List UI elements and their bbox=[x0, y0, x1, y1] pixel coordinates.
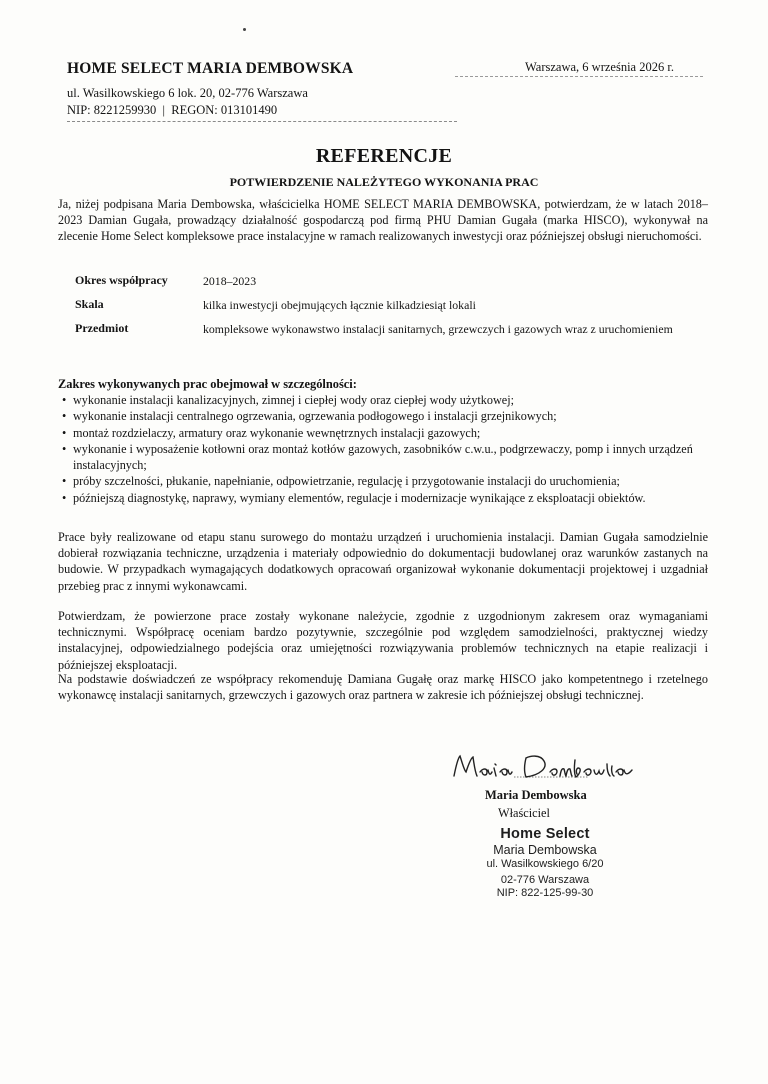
document-subtitle: POTWIERDZENIE NALEŻYTEGO WYKONANIA PRAC bbox=[229, 175, 539, 189]
recommendation-paragraph: Na podstawie doświadczeń ze współpracy rekomenduję Damiana Gugałę oraz markę HISCO jako kompetentnego i rzetelnego wykonawcę instalacji sanitarnych, grzewczych i gazowych oraz partnera w zakresie ich późniejszej obsługi technicznej. bbox=[58, 672, 708, 703]
detail-value-subject: kompleksowe wykonawstwo instalacji sanitarnych, grzewczych i gazowych wraz z uruchomieniem bbox=[203, 322, 673, 336]
stamp-nip: NIP: 822-125-99-30 bbox=[496, 887, 594, 899]
scope-item: • późniejszą diagnostykę, naprawy, wymiany elementów, regulacje i modernizacje wynikające z eksploatacji obiektów. bbox=[58, 490, 708, 506]
scan-speck bbox=[243, 28, 246, 31]
scope-item: • próby szczelności, płukanie, napełnianie, odpowietrzanie, regulację i przygotowanie instalacji do uruchomienia; bbox=[58, 473, 708, 489]
detail-value-scale: kilka inwestycji obejmujących łącznie kilkadziesiąt lokali bbox=[203, 298, 476, 312]
stamp-city: 02-776 Warszawa bbox=[500, 873, 590, 886]
stamp-name: Maria Dembowska bbox=[493, 843, 597, 857]
detail-label-subject: Przedmiot bbox=[75, 321, 129, 335]
company-ids: NIP: 8221259930 | REGON: 013101490 bbox=[67, 103, 278, 117]
scope-heading: Zakres wykonywanych prac obejmował w szczególności: bbox=[58, 377, 357, 391]
company-stamp bbox=[470, 826, 620, 901]
confirmation-paragraph: Potwierdzam, że powierzone prace zostały wykonane należycie, zgodnie z uzgodnionym zakresem oraz wymaganiami technicznymi. Współpracę oceniam bardzo pozytywnie, szczególnie pod względem samodzielności, praktycznej wiedzy instalacyjnej, odpowiedzialnego podejścia oraz umiejętności rozwiązywania problemów technicznych na etapie realizacji i późniejszej eksploatacji. bbox=[58, 609, 708, 672]
detail-value-period: 2018–2023 bbox=[203, 274, 257, 288]
execution-paragraph: Prace były realizowane od etapu stanu surowego do montażu urządzeń i uruchomienia instalacji. Damian Gugała samodzielnie dobierał rozwiązania techniczne, urządzenia i materiały odpowiednio do dokumentacji budowlanej oraz warunków zastanych na budowie. W przypadkach wymagających dodatkowych opracowań organizował wykonanie dokumentacji projektowej i uzgadniał przebieg prac z innymi wykonawcami. bbox=[58, 530, 708, 593]
intro-paragraph: Ja, niżej podpisana Maria Dembowska, właścicielka HOME SELECT MARIA DEMBOWSKA, potwierdzam, że w latach 2018–2023 Damian Gugała, prowadzący działalność gospodarczą pod firmą PHU Damian Gugała (marka HISCO), wykonywał na zlecenie Home Select kompleksowe prace instalacyjne w ramach realizowanych inwestycji oraz późniejszej obsługi nieruchomości. bbox=[58, 197, 708, 244]
stamp-title: Home Select bbox=[500, 826, 590, 842]
stamp-street: ul. Wasilkowskiego 6/20 bbox=[486, 858, 604, 870]
scope-item: • wykonanie instalacji centralnego ogrzewania, ogrzewania podłogowego i instalacji grzejnikowych; bbox=[58, 408, 708, 424]
dotted-line-top bbox=[455, 76, 703, 77]
signatory-name: Maria Dembowska bbox=[485, 788, 587, 802]
scope-list bbox=[58, 392, 708, 506]
company-name: HOME SELECT MARIA DEMBOWSKA bbox=[67, 60, 354, 77]
detail-label-period: Okres współpracy bbox=[75, 273, 168, 287]
header-divider bbox=[67, 121, 457, 122]
detail-label-scale: Skala bbox=[75, 297, 104, 311]
document-title: REFERENCJE bbox=[315, 145, 453, 167]
signatory-role: Właściciel bbox=[498, 806, 550, 820]
handwritten-signature bbox=[444, 748, 644, 788]
scope-item: • wykonanie i wyposażenie kotłowni oraz montaż kotłów gazowych, zasobników c.w.u., podgrzewaczy, pomp i innych urządzeń instalacyjnych; bbox=[58, 441, 708, 474]
scope-item: • wykonanie instalacji kanalizacyjnych, zimnej i ciepłej wody oraz ciepłej wody użytkowej; bbox=[58, 392, 708, 408]
document-date: Warszawa, 6 września 2026 r. bbox=[525, 60, 674, 74]
scope-item: • montaż rozdzielaczy, armatury oraz wykonanie wewnętrznych instalacji gazowych; bbox=[58, 425, 708, 441]
company-address: ul. Wasilkowskiego 6 lok. 20, 02-776 Warszawa bbox=[67, 86, 308, 100]
